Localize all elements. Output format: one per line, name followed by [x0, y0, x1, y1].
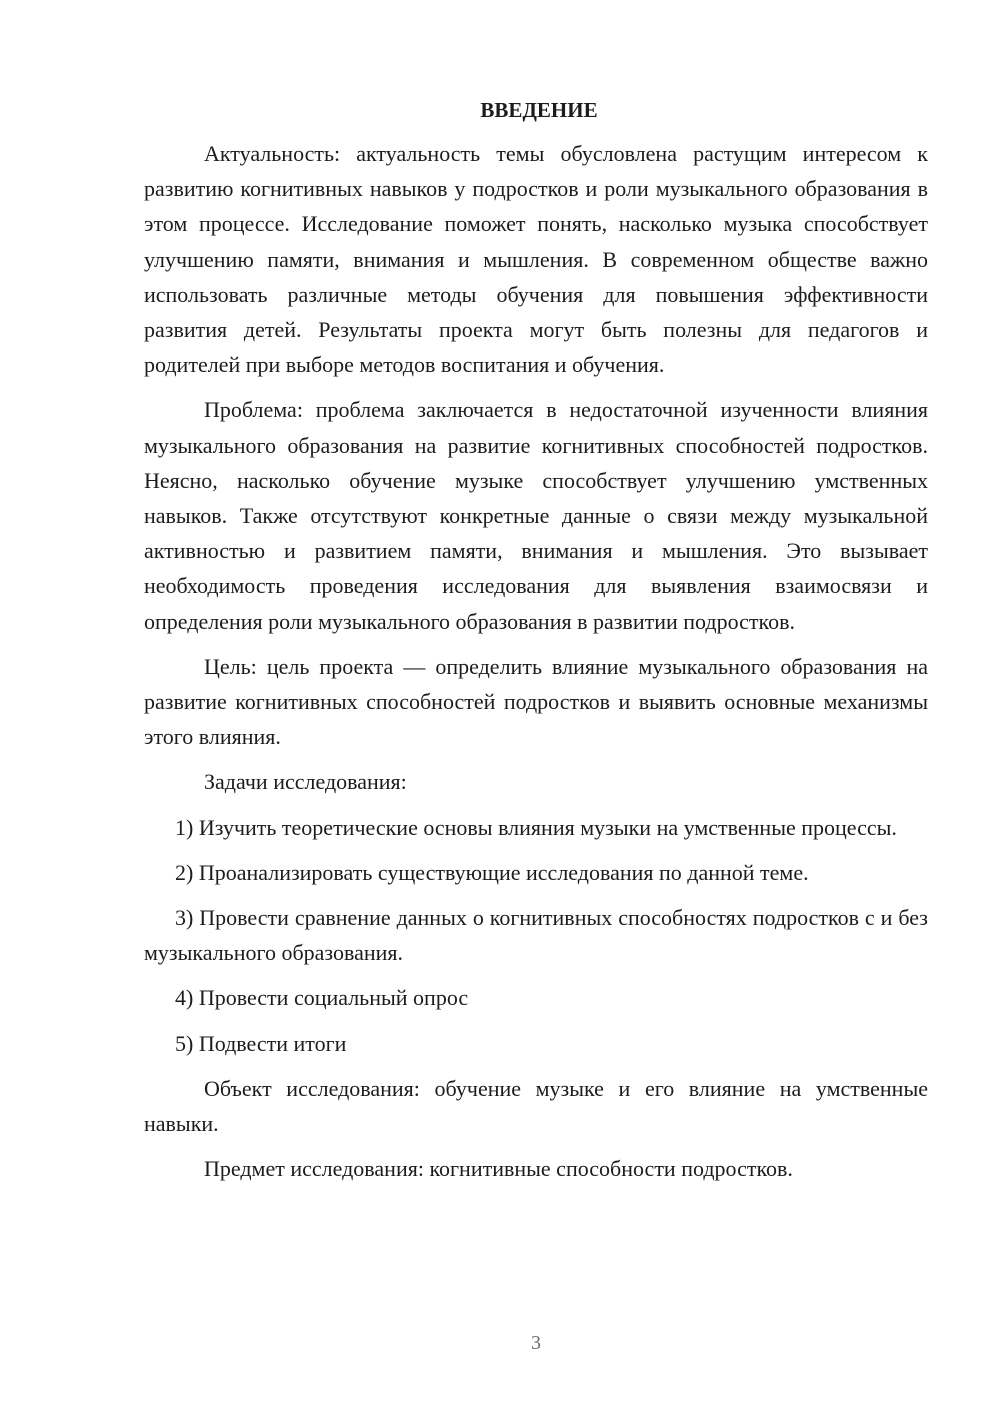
task-item-5: 5) Подвести итоги: [175, 1030, 347, 1056]
paragraph-subject: Предмет исследования: когнитивные способности подростков.: [204, 1156, 793, 1182]
paragraph-goal: Цель: цель проекта — определить влияние музыкального образования на развитие когнитивных способностей подростков и выявить основные механизмы этого влияния.: [144, 653, 928, 750]
paragraph-relevance: Актуальность: актуальность темы обусловлена растущим интересом к развитию когнитивных навыков у подростков и роли музыкального образования в этом процессе. Исследование поможет понять, насколько музыка способствует улучшению памяти, внимания и мышления. В современном обществе важно использовать различные методы обучения для повышения эффективности развития детей. Результаты проекта могут быть полезны для педагогов и родителей при выборе методов воспитания и обучения.: [144, 141, 928, 378]
task-item-3: 3) Провести сравнение данных о когнитивных способностях подростков с и без музыкального образования.: [144, 905, 928, 966]
document-page: [144, 94, 928, 1196]
task-item-2: 2) Проанализировать существующие исследования по данной теме.: [175, 859, 809, 885]
task-item-4: 4) Провести социальный опрос: [175, 985, 469, 1011]
paragraph-problem: Проблема: проблема заключается в недостаточной изученности влияния музыкального образования на развитие когнитивных способностей подростков. Неясно, насколько обучение музыке способствует улучшению умственных навыков. Также отсутствуют конкретные данные о связи между музыкальной активностью и развитием памяти, внимания и мышления. Это вызывает необходимость проведения исследования для выявления взаимосвязи и определения роли музыкального образования в развитии подростков.: [144, 397, 928, 634]
section-heading: ВВЕДЕНИЕ: [480, 98, 598, 122]
page-number: 3: [531, 1332, 541, 1354]
paragraph-object: Объект исследования: обучение музыке и его влияние на умственные навыки.: [144, 1075, 928, 1137]
tasks-title: Задачи исследования:: [204, 769, 407, 795]
task-item-1: 1) Изучить теоретические основы влияния музыки на умственные процессы.: [175, 814, 897, 840]
